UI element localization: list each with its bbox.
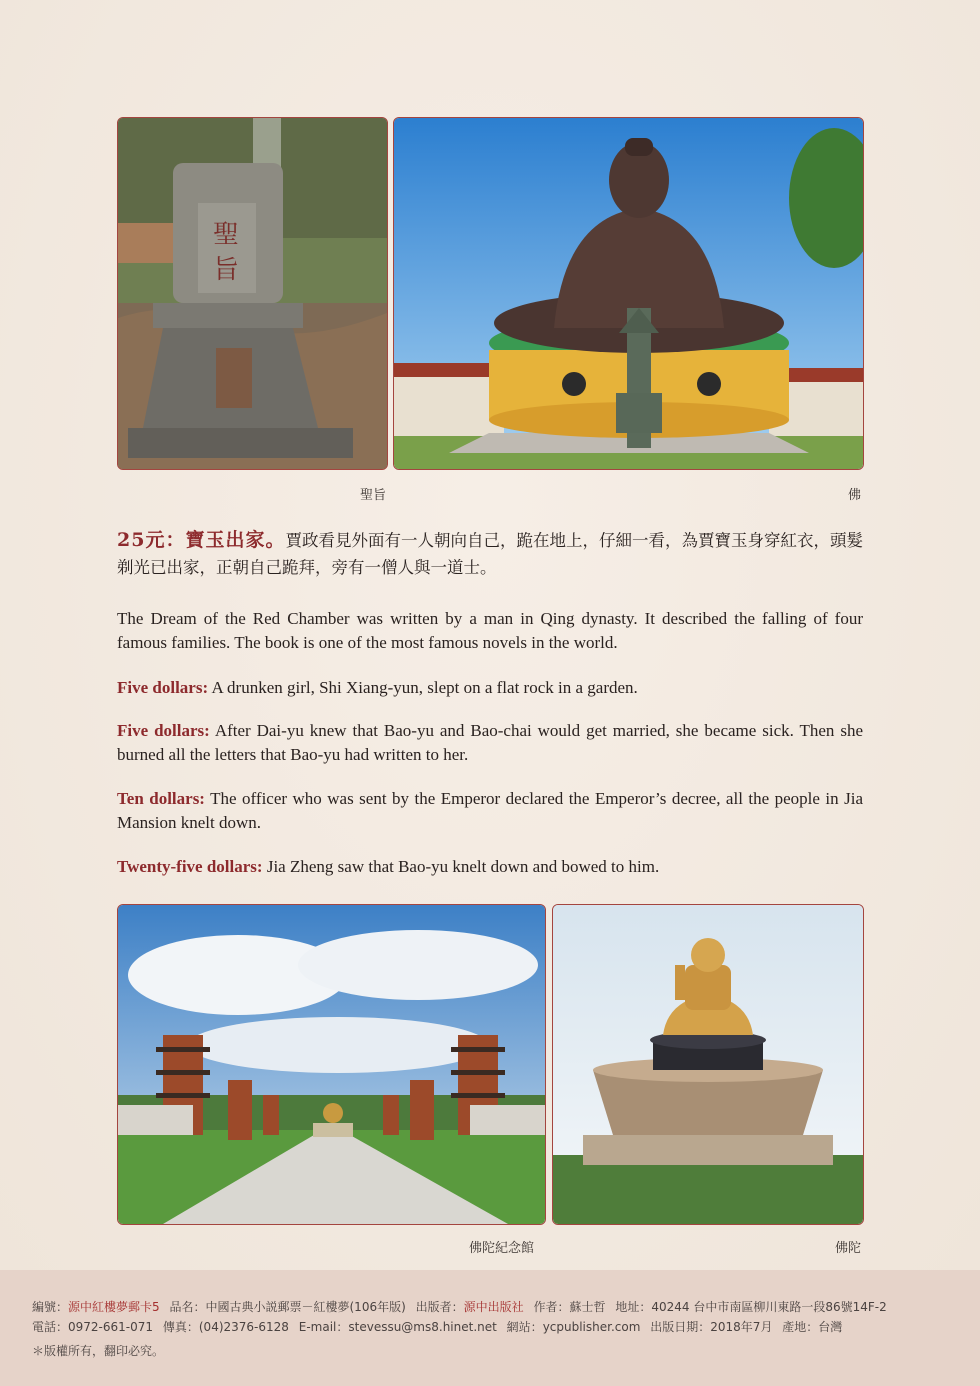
phone-value: 0972-661-071 [68, 1320, 154, 1334]
chinese-description [117, 527, 863, 581]
address-value: 40244 台中市南區柳川東路一段86號14F-2 [651, 1300, 887, 1314]
stamp-description-1 [117, 676, 863, 700]
memorial-illustration [118, 905, 545, 1224]
stamp-value-label: Ten dollars: [117, 789, 205, 808]
website-value: ycpublisher.com [542, 1320, 641, 1334]
tablet-illustration [118, 118, 387, 469]
footer-line-1 [32, 1298, 887, 1315]
product-name-label: 品名： [169, 1300, 206, 1314]
photo-seated-buddha [393, 117, 864, 470]
caption-photo-2: 佛 [848, 488, 862, 503]
buddha-illustration [394, 118, 863, 469]
product-name-value: 中國古典小説郵票－紅樓夢(106年版) [205, 1300, 406, 1314]
publish-date-label: 出版日期： [650, 1320, 711, 1334]
phone-label: 電話： [32, 1320, 69, 1334]
publish-date-value: 2018年7月 [710, 1320, 773, 1334]
stamp-value-text: The officer who was sent by the Emperor declared the Emperor’s decree, all the people in Jia Mansion knelt down. [117, 789, 863, 832]
stamp-value-label: Twenty-five dollars: [117, 857, 263, 876]
stamp-description-3 [117, 787, 863, 834]
stamp-value-text: A drunken girl, Shi Xiang-yun, slept on a flat rock in a garden. [211, 678, 638, 697]
origin-label: 產地： [782, 1320, 819, 1334]
stamp-description-4 [117, 855, 863, 879]
website-label: 網站： [506, 1320, 543, 1334]
copyright-notice: ＊版權所有，翻印必究。 [32, 1344, 165, 1358]
photo-buddha-memorial-center [117, 904, 546, 1225]
statue-illustration [553, 905, 863, 1224]
caption-photo-3: 佛陀紀念館 [469, 1241, 535, 1256]
svg-text:旨: 旨 [212, 255, 240, 285]
photo-buddha-statue-platform [552, 904, 864, 1225]
stamp-description-2 [117, 719, 863, 766]
author-value: 蘇士哲 [569, 1300, 606, 1314]
caption-photo-4: 佛陀 [835, 1241, 862, 1256]
footer-line-2 [32, 1318, 842, 1335]
email-label: E-mail： [298, 1320, 349, 1334]
author-label: 作者： [533, 1300, 570, 1314]
email-value: stevessu@ms8.hinet.net [348, 1320, 497, 1334]
stamp-value-label: Five dollars: [117, 678, 209, 697]
publication-footer [0, 1270, 980, 1386]
chinese-heading: 25元：寶玉出家。 [117, 529, 286, 551]
code-label: 編號： [32, 1300, 69, 1314]
svg-text:聖: 聖 [212, 220, 240, 250]
address-label: 地址： [615, 1300, 652, 1314]
photo-imperial-edict-tablet [117, 117, 388, 470]
fax-label: 傳真： [162, 1320, 199, 1334]
publisher-value: 源中出版社 [463, 1300, 524, 1314]
fax-value: (04)2376-6128 [198, 1320, 289, 1334]
caption-photo-1: 聖旨 [360, 488, 387, 503]
origin-value: 台灣 [818, 1320, 843, 1334]
stamp-value-label: Five dollars: [117, 721, 210, 740]
english-intro: The Dream of the Red Chamber was written by a man in Qing dynasty. It described the falling of four famous families. The book is one of the most famous novels in the world. [117, 609, 863, 652]
publisher-label: 出版者： [415, 1300, 464, 1314]
chinese-body: 賈政看見外面有一人朝向自己，跪在地上，仔細一看，為賈寶玉身穿紅衣，頭髮剃光已出家，正朝自己跪拜，旁有一僧人與一道士。 [117, 531, 863, 577]
stamp-value-text: Jia Zheng saw that Bao-yu knelt down and bowed to him. [266, 857, 660, 876]
stamp-value-text: After Dai-yu knew that Bao-yu and Bao-chai would get married, she became sick. Then she burned all the letters that Bao-yu had written to her. [117, 721, 864, 764]
code-value: 源中紅樓夢郵卡5 [68, 1300, 160, 1314]
